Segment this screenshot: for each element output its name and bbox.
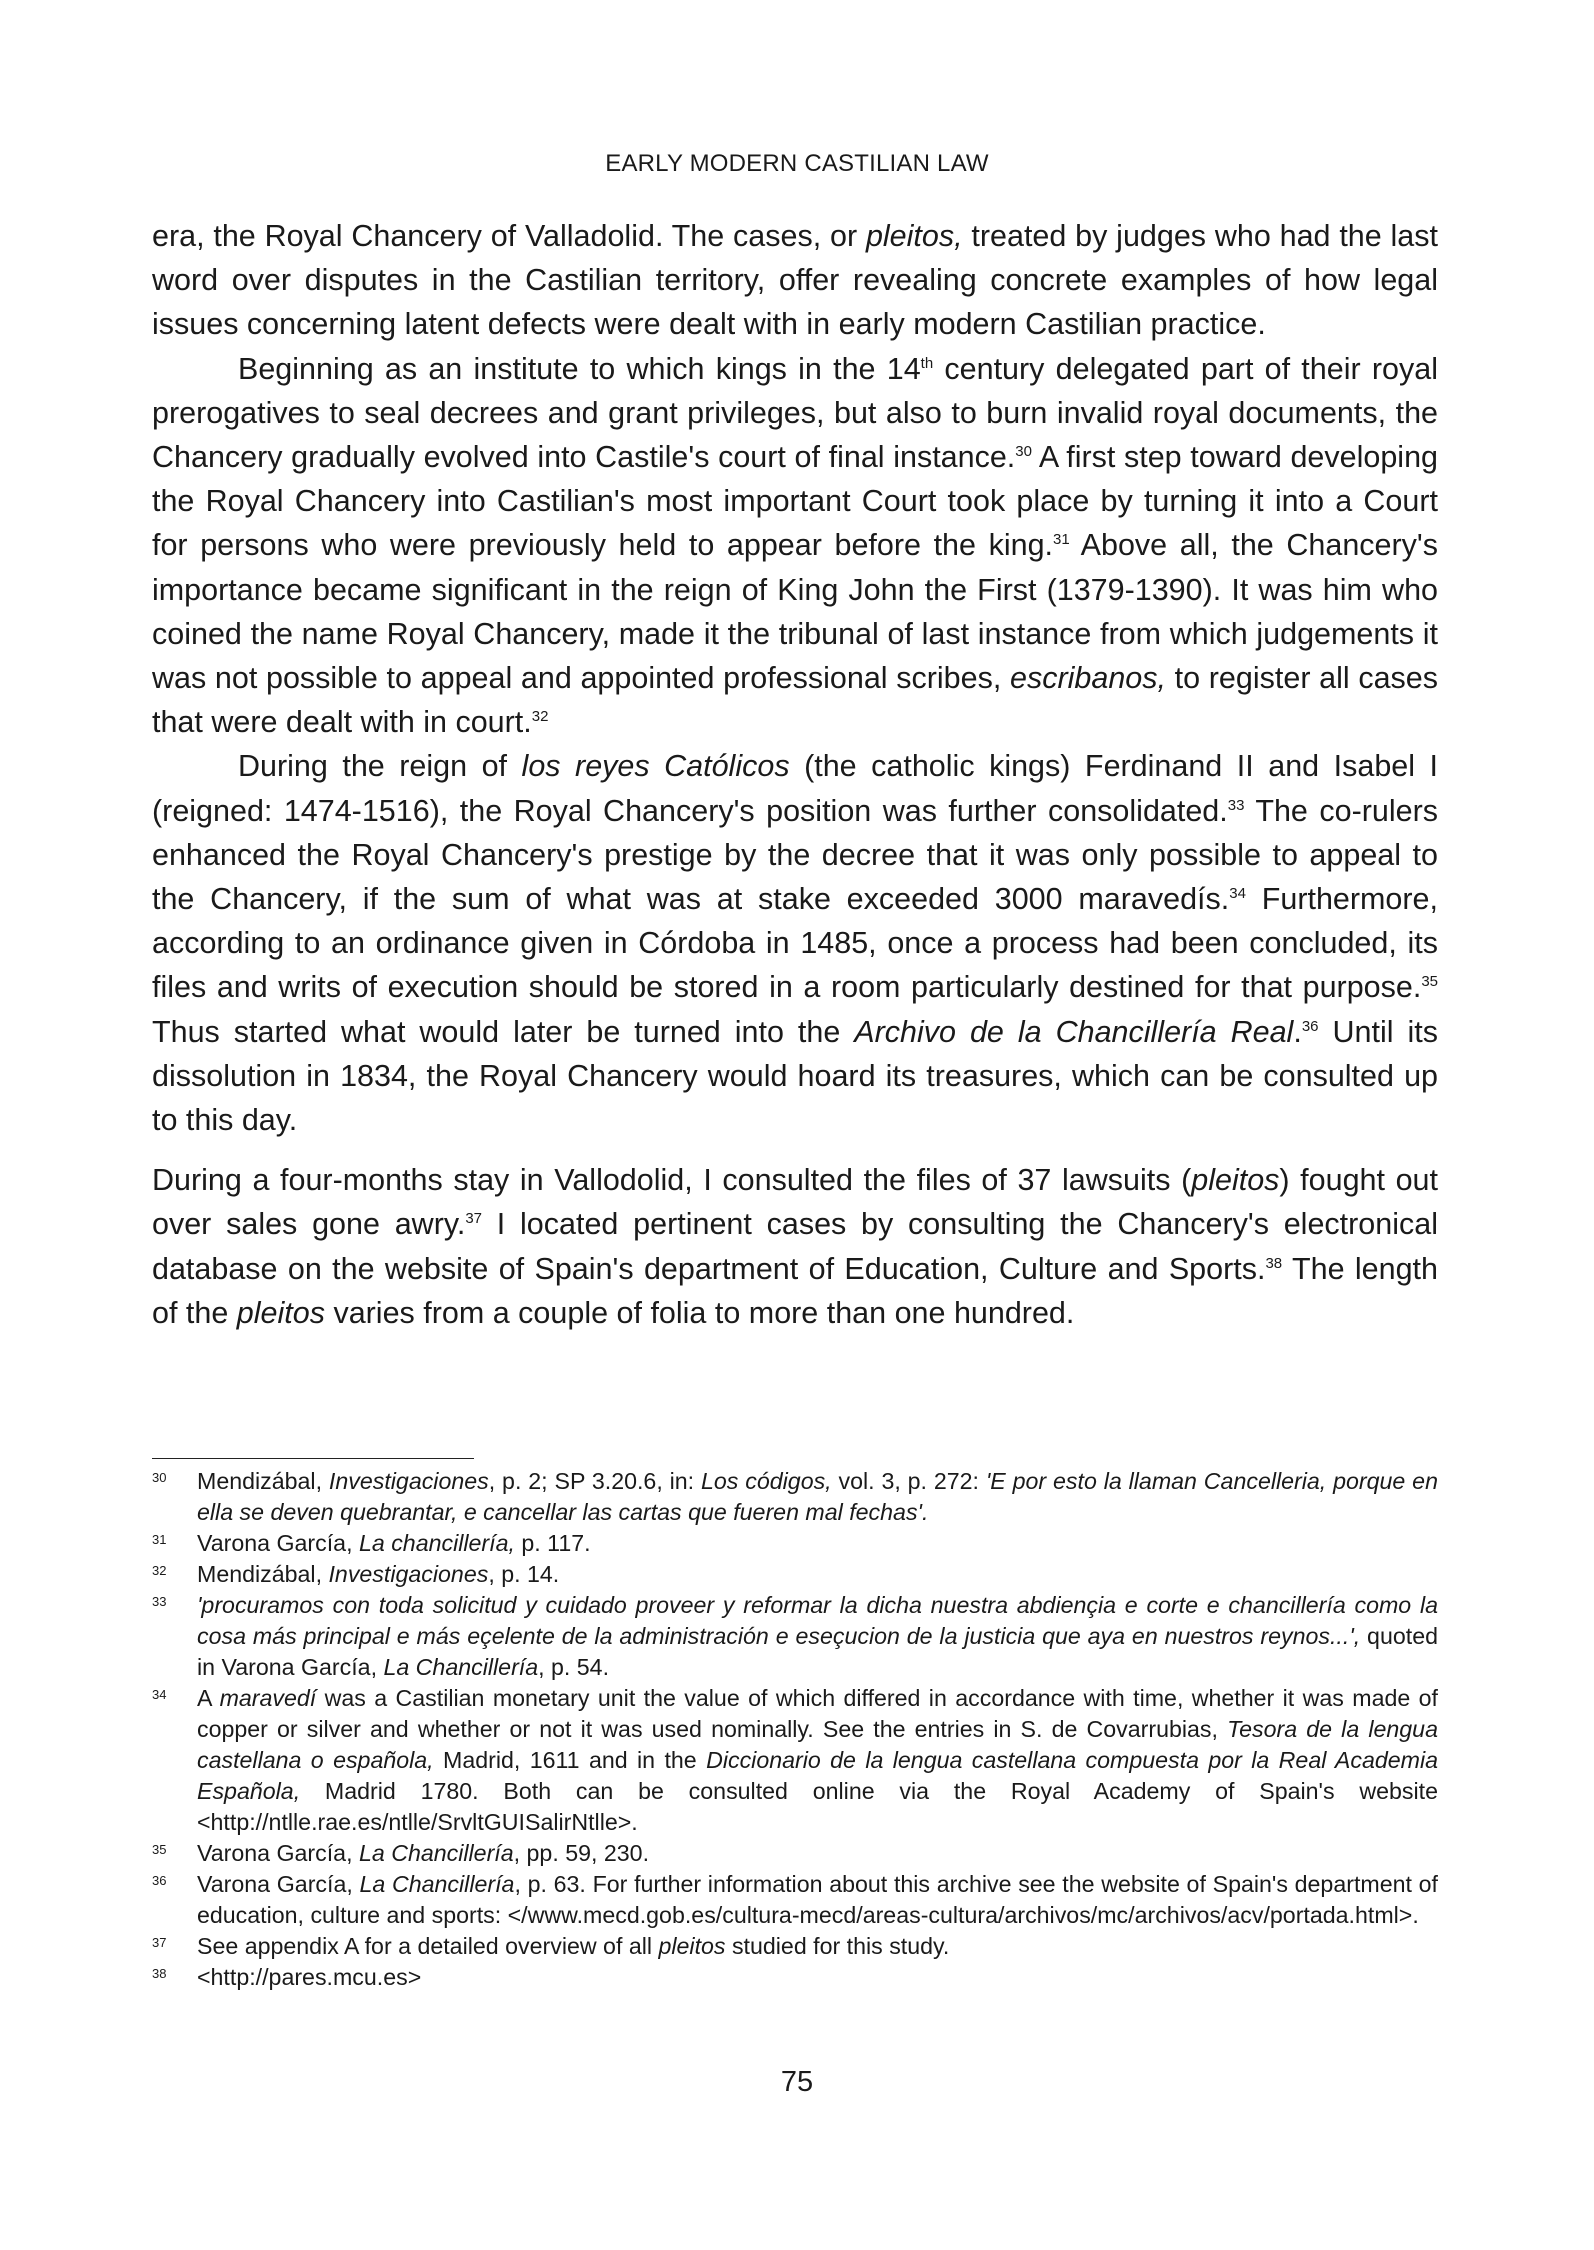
paragraph-4: During a four-months stay in Vallodolid, I consulted the files of 37 lawsuits (pleitos) fought out over sales gone awry.$^{37}$ I located pertinent cases by consulting the Chancery's electronical database on the website of Spain's department of Education, Culture and Sports.$^{38}$ The length of the pleitos varies from a couple of folia to more than one hundred. xyxy=(152,1163,1438,1330)
mecd-website-link[interactable]: , p. 63. For further information about this archive see the website of Spain's department of education, culture and sports: </www.mecd.gob.es/cultura-mecd/areas-cultura/archivos/mc/archivos/acv/portada.html>. xyxy=(197,1871,1438,1928)
footnote-34: 34 A maravedí was a Castilian monetary unit the value of which differed in accordance with time, whether it was made of copper or silver and whether or not it was used nominally. See the entries in S. de Covarrubias, Tesora de la lengua castellana o española, Madrid, 1611 and in the Diccionario de la lengua castellana compuesta por la Real Academia Española, Madrid 1780. Both can be consulted online via the Royal Academy of Spain's website <http://ntlle.rae.es/ntlle/SrvltGUISalirNtlle>. xyxy=(152,1685,1438,1835)
pares-website-link[interactable]: <http://pares.mcu.es> xyxy=(197,1964,422,1990)
footnote-ref-30[interactable]: 30 xyxy=(1015,442,1032,460)
footnote-36: 36 Varona García, La Chancillería, p. 63. For further information about this archive see the website of Spain's department of education, culture and sports: </www.mecd.gob.es/cultura-mecd/areas-cultura/archivos/mc/archivos/acv/portada.html>. xyxy=(152,1871,1438,1928)
paragraph-2: Beginning as an institute to which kings in the 14th century delegated part of their royal prerogatives to seal decrees and grant privileges, but also to burn invalid royal documents, the Chancery gradually evolved into Castile's court of final instance.$^{30}$ A first step toward developing the Royal Chancery into Castilian's most important Court took place by turning it into a Court for persons who were previously held to appear before the king.$^{31}$ Above all, the Chancery's importance became significant in the reign of King John the First (1379-1390). It was him who coined the name Royal Chancery, made it the tribunal of last instance from which judgements it was not possible to appeal and appointed professional scribes, escribanos, to register all cases that were dealt with in court.$^{32}$ xyxy=(152,351,1439,740)
footnote-35: 35 Varona García, La Chancillería, pp. 59, 230. xyxy=(152,1840,650,1866)
rae-website-link[interactable]: Madrid 1780. Both can be consulted online via the Royal Academy of Spain's website <http://ntlle.rae.es/ntlle/SrvltGUISalirNtlle>. xyxy=(197,1778,1438,1835)
footnote-32: 32 Mendizábal, Investigaciones, p. 14. xyxy=(152,1561,560,1587)
paragraph-3: During the reign of los reyes Católicos (the catholic kings) Ferdinand II and Isabel I (reigned: 1474-1516), the Royal Chancery's position was further consolidated.$^{33}$ The co-rulers enhanced the Royal Chancery's prestige by the decree that it was only possible to appeal to the Chancery, if the sum of what was at stake exceeded 3000 maravedís.$^{34}$ Furthermore, according to an ordinance given in Córdoba in 1485, once a process had been concluded, its files and writs of execution should be stored in a room particularly destined for that purpose.$^{35}$ Thus started what would later be turned into the Archivo de la Chancillería Real.$^{36}$ Until its dissolution in 1834, the Royal Chancery would hoard its treasures, which can be consulted up to this day. xyxy=(152,749,1439,1138)
running-head: EARLY MODERN CASTILIAN LAW xyxy=(605,150,989,177)
footnote-ref-34[interactable]: 34 xyxy=(1229,884,1246,902)
footnote-ref-32[interactable]: 32 xyxy=(531,708,549,726)
footnote-ref-31[interactable]: 31 xyxy=(1053,531,1070,549)
footnote-38: 38 <http://pares.mcu.es> xyxy=(152,1964,422,1990)
footnote-37: 37 See appendix A for a detailed overview of all pleitos studied for this study. xyxy=(152,1933,950,1959)
footnote-ref-33[interactable]: 33 xyxy=(1227,796,1245,814)
footnote-ref-35[interactable]: 35 xyxy=(1421,973,1438,991)
body-text xyxy=(152,214,1438,1335)
footnote-31: 31 Varona García, La chancillería, p. 117. xyxy=(152,1530,591,1556)
page-number: 75 xyxy=(780,2066,814,2098)
footnote-ref-38[interactable]: 38 xyxy=(1265,1254,1283,1272)
footnote-30: 30 Mendizábal, Investigaciones, p. 2; SP 3.20.6, in: Los códigos, vol. 3, p. 272: 'E por esto la llaman Cancelleria, porque en ella se deven quebrantar, e cancellar las cartas que fueren mal fechas'. xyxy=(152,1468,1438,1525)
paragraph-1: era, the Royal Chancery of Valladolid. The cases, or pleitos, treated by judges who had the last word over disputes in the Castilian territory, offer revealing concrete examples of how legal issues concerning latent defects were dealt with in early modern Castilian practice. xyxy=(152,219,1438,342)
footnote-ref-37[interactable]: 37 xyxy=(465,1210,482,1228)
footnote-33: 33 'procuramos con toda solicitud y cuidado proveer y reformar la dicha nuestra abdiençia e corte e chancillería como la cosa más principal e más eçelente de la administración e eseçucion de la justicia que aya en nuestros reynos...', quoted in Varona García, La Chancillería, p. 54. xyxy=(152,1592,1438,1680)
footnote-ref-36[interactable]: 36 xyxy=(1301,1017,1319,1035)
footnotes xyxy=(152,1466,1438,1993)
footnote-separator xyxy=(152,1458,474,1459)
